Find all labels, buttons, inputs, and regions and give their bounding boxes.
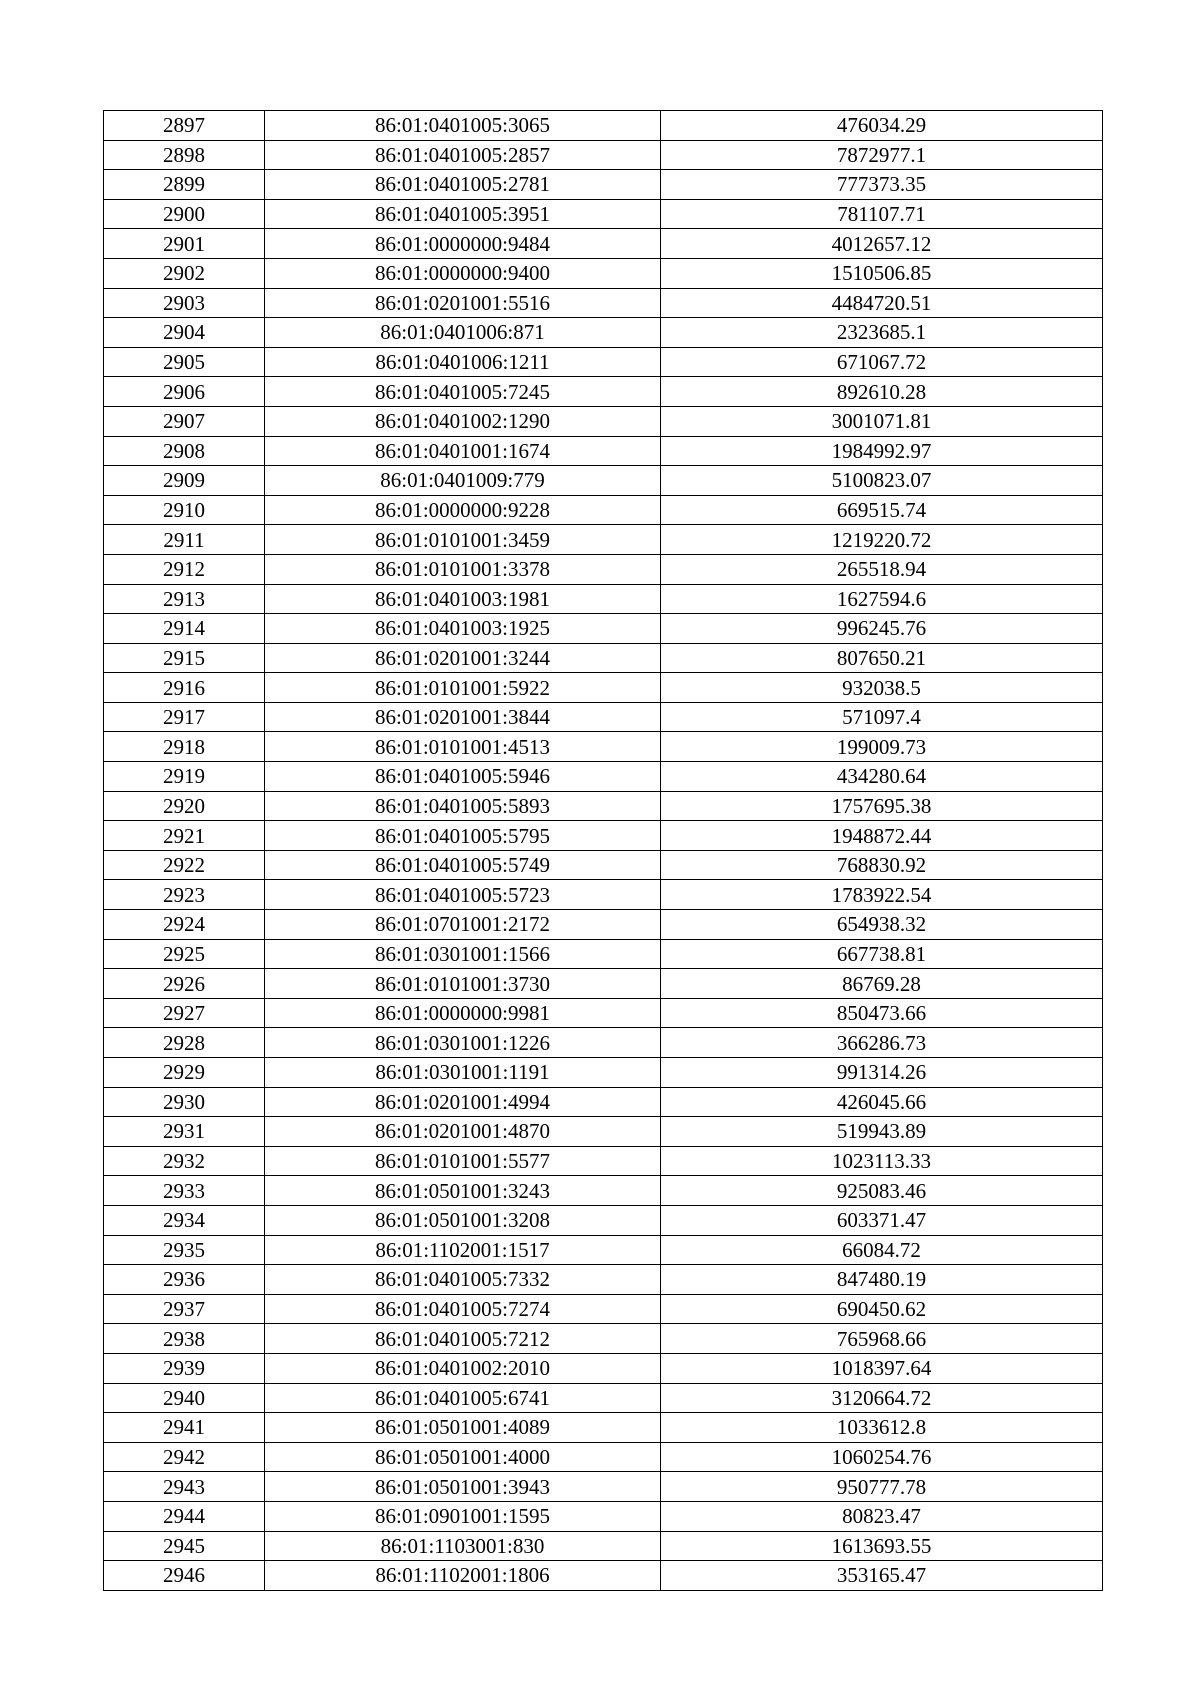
value-cell: 7872977.1: [661, 140, 1103, 170]
table-body: [104, 111, 1103, 1591]
table-row: [104, 1353, 1103, 1383]
table-row: [104, 1472, 1103, 1502]
value-cell: 781107.71: [661, 199, 1103, 229]
table-row: [104, 1442, 1103, 1472]
row-number-cell: 2931: [104, 1117, 265, 1147]
table-row: [104, 554, 1103, 584]
table-row: [104, 791, 1103, 821]
row-number-cell: 2935: [104, 1235, 265, 1265]
cadastral-number-cell: 86:01:0401005:3065: [265, 111, 661, 141]
cadastral-number-cell: 86:01:0901001:1595: [265, 1501, 661, 1531]
value-cell: 847480.19: [661, 1265, 1103, 1295]
value-cell: 654938.32: [661, 910, 1103, 940]
cadastral-number-cell: 86:01:0101001:5922: [265, 673, 661, 703]
value-cell: 667738.81: [661, 939, 1103, 969]
table-row: [104, 1294, 1103, 1324]
value-cell: 991314.26: [661, 1058, 1103, 1088]
row-number-cell: 2897: [104, 111, 265, 141]
registry-table: [103, 110, 1103, 1591]
row-number-cell: 2909: [104, 466, 265, 496]
value-cell: 807650.21: [661, 643, 1103, 673]
value-cell: 66084.72: [661, 1235, 1103, 1265]
cadastral-number-cell: 86:01:0401003:1981: [265, 584, 661, 614]
cadastral-number-cell: 86:01:0101001:3730: [265, 969, 661, 999]
row-number-cell: 2902: [104, 258, 265, 288]
table-row: [104, 821, 1103, 851]
value-cell: 4012657.12: [661, 229, 1103, 259]
cadastral-number-cell: 86:01:0401005:5893: [265, 791, 661, 821]
row-number-cell: 2943: [104, 1472, 265, 1502]
row-number-cell: 2933: [104, 1176, 265, 1206]
table-row: [104, 880, 1103, 910]
row-number-cell: 2927: [104, 998, 265, 1028]
row-number-cell: 2945: [104, 1531, 265, 1561]
cadastral-number-cell: 86:01:0000000:9484: [265, 229, 661, 259]
value-cell: 426045.66: [661, 1087, 1103, 1117]
row-number-cell: 2901: [104, 229, 265, 259]
table-row: [104, 1324, 1103, 1354]
table-row: [104, 1413, 1103, 1443]
row-number-cell: 2930: [104, 1087, 265, 1117]
value-cell: 3001071.81: [661, 406, 1103, 436]
value-cell: 669515.74: [661, 495, 1103, 525]
cadastral-number-cell: 86:01:0501001:3243: [265, 1176, 661, 1206]
cadastral-number-cell: 86:01:0501001:4000: [265, 1442, 661, 1472]
table-row: [104, 1028, 1103, 1058]
cadastral-number-cell: 86:01:0401005:5749: [265, 850, 661, 880]
value-cell: 950777.78: [661, 1472, 1103, 1502]
cadastral-number-cell: 86:01:0401006:1211: [265, 347, 661, 377]
row-number-cell: 2936: [104, 1265, 265, 1295]
table-row: [104, 170, 1103, 200]
value-cell: 199009.73: [661, 732, 1103, 762]
cadastral-number-cell: 86:01:0401006:871: [265, 318, 661, 348]
value-cell: 1948872.44: [661, 821, 1103, 851]
table-row: [104, 1205, 1103, 1235]
row-number-cell: 2924: [104, 910, 265, 940]
value-cell: 3120664.72: [661, 1383, 1103, 1413]
row-number-cell: 2907: [104, 406, 265, 436]
value-cell: 2323685.1: [661, 318, 1103, 348]
value-cell: 434280.64: [661, 762, 1103, 792]
row-number-cell: 2913: [104, 584, 265, 614]
cadastral-number-cell: 86:01:0201001:4994: [265, 1087, 661, 1117]
cadastral-number-cell: 86:01:0401005:5946: [265, 762, 661, 792]
row-number-cell: 2923: [104, 880, 265, 910]
cadastral-number-cell: 86:01:0501001:3208: [265, 1205, 661, 1235]
cadastral-number-cell: 86:01:0401002:2010: [265, 1353, 661, 1383]
value-cell: 850473.66: [661, 998, 1103, 1028]
row-number-cell: 2942: [104, 1442, 265, 1472]
cadastral-number-cell: 86:01:0201001:3244: [265, 643, 661, 673]
row-number-cell: 2941: [104, 1413, 265, 1443]
row-number-cell: 2899: [104, 170, 265, 200]
cadastral-number-cell: 86:01:0401005:7274: [265, 1294, 661, 1324]
table-row: [104, 377, 1103, 407]
cadastral-number-cell: 86:01:0101001:4513: [265, 732, 661, 762]
cadastral-number-cell: 86:01:0301001:1566: [265, 939, 661, 969]
row-number-cell: 2905: [104, 347, 265, 377]
table-row: [104, 1058, 1103, 1088]
table-row: [104, 1501, 1103, 1531]
row-number-cell: 2937: [104, 1294, 265, 1324]
cadastral-number-cell: 86:01:0401005:7245: [265, 377, 661, 407]
value-cell: 5100823.07: [661, 466, 1103, 496]
row-number-cell: 2898: [104, 140, 265, 170]
table-row: [104, 318, 1103, 348]
table-row: [104, 229, 1103, 259]
cadastral-number-cell: 86:01:0401005:6741: [265, 1383, 661, 1413]
cadastral-number-cell: 86:01:0000000:9400: [265, 258, 661, 288]
row-number-cell: 2928: [104, 1028, 265, 1058]
row-number-cell: 2929: [104, 1058, 265, 1088]
table-row: [104, 495, 1103, 525]
row-number-cell: 2922: [104, 850, 265, 880]
cadastral-number-cell: 86:01:0301001:1226: [265, 1028, 661, 1058]
row-number-cell: 2900: [104, 199, 265, 229]
cadastral-number-cell: 86:01:0401005:3951: [265, 199, 661, 229]
table-row: [104, 762, 1103, 792]
value-cell: 353165.47: [661, 1561, 1103, 1591]
cadastral-number-cell: 86:01:0401001:1674: [265, 436, 661, 466]
cadastral-number-cell: 86:01:1102001:1517: [265, 1235, 661, 1265]
table-row: [104, 406, 1103, 436]
cadastral-number-cell: 86:01:0301001:1191: [265, 1058, 661, 1088]
value-cell: 1060254.76: [661, 1442, 1103, 1472]
value-cell: 925083.46: [661, 1176, 1103, 1206]
cadastral-number-cell: 86:01:0401005:7332: [265, 1265, 661, 1295]
table-row: [104, 969, 1103, 999]
value-cell: 603371.47: [661, 1205, 1103, 1235]
table-row: [104, 258, 1103, 288]
value-cell: 1219220.72: [661, 525, 1103, 555]
value-cell: 1783922.54: [661, 880, 1103, 910]
row-number-cell: 2916: [104, 673, 265, 703]
value-cell: 1018397.64: [661, 1353, 1103, 1383]
table-row: [104, 525, 1103, 555]
row-number-cell: 2908: [104, 436, 265, 466]
row-number-cell: 2919: [104, 762, 265, 792]
row-number-cell: 2938: [104, 1324, 265, 1354]
table-row: [104, 732, 1103, 762]
table-row: [104, 111, 1103, 141]
row-number-cell: 2932: [104, 1146, 265, 1176]
value-cell: 1627594.6: [661, 584, 1103, 614]
cadastral-number-cell: 86:01:0401005:7212: [265, 1324, 661, 1354]
row-number-cell: 2918: [104, 732, 265, 762]
value-cell: 892610.28: [661, 377, 1103, 407]
table-row: [104, 1117, 1103, 1147]
cadastral-number-cell: 86:01:0201001:4870: [265, 1117, 661, 1147]
table-row: [104, 910, 1103, 940]
table-row: [104, 466, 1103, 496]
value-cell: 265518.94: [661, 554, 1103, 584]
table-row: [104, 1176, 1103, 1206]
cadastral-number-cell: 86:01:0201001:3844: [265, 702, 661, 732]
cadastral-number-cell: 86:01:1103001:830: [265, 1531, 661, 1561]
table-row: [104, 1531, 1103, 1561]
table-row: [104, 347, 1103, 377]
row-number-cell: 2903: [104, 288, 265, 318]
cadastral-number-cell: 86:01:0501001:3943: [265, 1472, 661, 1502]
cadastral-number-cell: 86:01:0501001:4089: [265, 1413, 661, 1443]
row-number-cell: 2934: [104, 1205, 265, 1235]
value-cell: 932038.5: [661, 673, 1103, 703]
table-row: [104, 1383, 1103, 1413]
table-row: [104, 850, 1103, 880]
cadastral-number-cell: 86:01:0101001:3459: [265, 525, 661, 555]
cadastral-number-cell: 86:01:0401009:779: [265, 466, 661, 496]
table-row: [104, 584, 1103, 614]
value-cell: 519943.89: [661, 1117, 1103, 1147]
value-cell: 777373.35: [661, 170, 1103, 200]
table-row: [104, 614, 1103, 644]
value-cell: 996245.76: [661, 614, 1103, 644]
value-cell: 1033612.8: [661, 1413, 1103, 1443]
row-number-cell: 2914: [104, 614, 265, 644]
row-number-cell: 2906: [104, 377, 265, 407]
table-row: [104, 643, 1103, 673]
table-row: [104, 199, 1103, 229]
table-row: [104, 1146, 1103, 1176]
table-row: [104, 1265, 1103, 1295]
cadastral-number-cell: 86:01:0701001:2172: [265, 910, 661, 940]
row-number-cell: 2921: [104, 821, 265, 851]
row-number-cell: 2940: [104, 1383, 265, 1413]
row-number-cell: 2946: [104, 1561, 265, 1591]
cadastral-number-cell: 86:01:1102001:1806: [265, 1561, 661, 1591]
row-number-cell: 2926: [104, 969, 265, 999]
value-cell: 1023113.33: [661, 1146, 1103, 1176]
table-row: [104, 702, 1103, 732]
row-number-cell: 2910: [104, 495, 265, 525]
cadastral-number-cell: 86:01:0101001:3378: [265, 554, 661, 584]
value-cell: 765968.66: [661, 1324, 1103, 1354]
table-row: [104, 288, 1103, 318]
table-row: [104, 939, 1103, 969]
cadastral-number-cell: 86:01:0401002:1290: [265, 406, 661, 436]
row-number-cell: 2920: [104, 791, 265, 821]
value-cell: 768830.92: [661, 850, 1103, 880]
table-row: [104, 1235, 1103, 1265]
cadastral-number-cell: 86:01:0401005:5723: [265, 880, 661, 910]
table-row: [104, 1087, 1103, 1117]
row-number-cell: 2912: [104, 554, 265, 584]
value-cell: 1984992.97: [661, 436, 1103, 466]
value-cell: 86769.28: [661, 969, 1103, 999]
row-number-cell: 2917: [104, 702, 265, 732]
table-row: [104, 436, 1103, 466]
value-cell: 1613693.55: [661, 1531, 1103, 1561]
row-number-cell: 2915: [104, 643, 265, 673]
cadastral-number-cell: 86:01:0401003:1925: [265, 614, 661, 644]
row-number-cell: 2944: [104, 1501, 265, 1531]
table-row: [104, 1561, 1103, 1591]
cadastral-number-cell: 86:01:0401005:5795: [265, 821, 661, 851]
value-cell: 690450.62: [661, 1294, 1103, 1324]
value-cell: 366286.73: [661, 1028, 1103, 1058]
cadastral-number-cell: 86:01:0000000:9228: [265, 495, 661, 525]
cadastral-number-cell: 86:01:0101001:5577: [265, 1146, 661, 1176]
value-cell: 671067.72: [661, 347, 1103, 377]
row-number-cell: 2939: [104, 1353, 265, 1383]
cadastral-number-cell: 86:01:0401005:2781: [265, 170, 661, 200]
table-row: [104, 673, 1103, 703]
row-number-cell: 2904: [104, 318, 265, 348]
row-number-cell: 2911: [104, 525, 265, 555]
value-cell: 1510506.85: [661, 258, 1103, 288]
value-cell: 80823.47: [661, 1501, 1103, 1531]
value-cell: 571097.4: [661, 702, 1103, 732]
value-cell: 4484720.51: [661, 288, 1103, 318]
table-row: [104, 998, 1103, 1028]
value-cell: 476034.29: [661, 111, 1103, 141]
cadastral-number-cell: 86:01:0401005:2857: [265, 140, 661, 170]
table-row: [104, 140, 1103, 170]
value-cell: 1757695.38: [661, 791, 1103, 821]
cadastral-number-cell: 86:01:0201001:5516: [265, 288, 661, 318]
row-number-cell: 2925: [104, 939, 265, 969]
cadastral-number-cell: 86:01:0000000:9981: [265, 998, 661, 1028]
